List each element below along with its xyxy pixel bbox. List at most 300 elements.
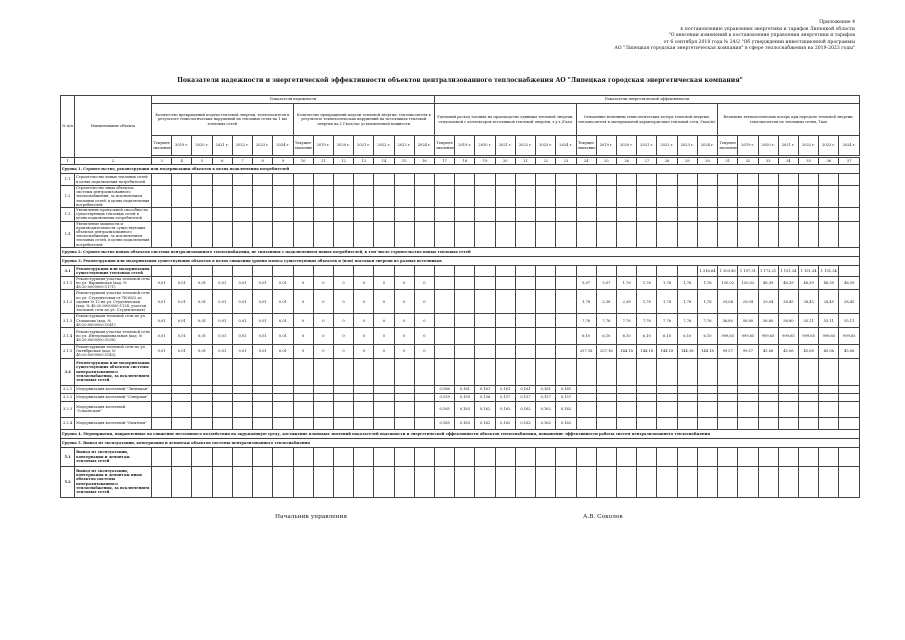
value-cell [151,447,171,466]
value-cell [596,466,616,497]
value-cell [556,466,576,497]
value-cell: 0,01 [253,345,273,359]
value-cell [232,447,252,466]
value-cell [455,186,475,208]
value-cell: 7,76 [596,314,616,328]
value-cell [475,345,495,359]
value-cell [435,276,455,290]
value-cell [617,393,637,401]
value-cell [677,401,697,417]
value-cell: 45,06 [778,345,798,359]
value-cell: 0,01 [192,290,212,314]
value-cell [819,174,839,186]
value-cell [576,208,596,222]
value-cell: 0 [414,290,434,314]
value-cell [313,174,333,186]
value-cell [172,385,192,393]
value-cell [617,447,637,466]
value-cell [556,221,576,247]
value-cell [697,447,717,466]
value-cell [172,174,192,186]
value-cell [212,385,232,393]
column-number: 12 [333,158,353,165]
row-number: 3.1.3 [61,314,75,328]
value-cell [798,221,818,247]
column-number: 8 [253,158,273,165]
value-cell: 0 [394,328,414,345]
value-cell [798,358,818,385]
value-cell [212,401,232,417]
value-cell [637,358,657,385]
value-cell [253,174,273,186]
value-cell: 7,76 [617,314,637,328]
value-cell [839,208,860,222]
value-cell [617,401,637,417]
value-cell [374,385,394,393]
value-cell: 48,39 [819,276,839,290]
value-cell: 0,157 [536,393,556,401]
value-cell [212,466,232,497]
value-cell [232,358,252,385]
value-cell [495,314,515,328]
value-cell [617,417,637,429]
header-cell: 2020 г. [333,136,353,156]
header-cell: 2023 г. [819,136,839,156]
value-cell [556,447,576,466]
value-cell [151,417,171,429]
value-cell [758,358,778,385]
value-cell [556,276,576,290]
group-row [61,247,860,256]
value-cell [536,276,556,290]
value-cell [313,447,333,466]
value-cell [293,221,313,247]
value-cell [212,186,232,208]
row-number: 5.1 [61,447,75,466]
value-cell [738,208,758,222]
value-cell [374,186,394,208]
value-cell [515,208,535,222]
header-cell: 2024 г. [839,136,860,156]
value-cell [192,385,212,393]
value-cell: 0,01 [273,328,293,345]
value-cell [495,276,515,290]
header-cell: Количество прекращений подачи тепловой энергии, теплоносителя в результате технологических нарушений на тепловых сетях на 1 км тепловых сетей [151,104,293,136]
value-cell: 48,39 [839,276,860,290]
column-number: 11 [313,158,333,165]
value-cell: 0,161 [495,385,515,393]
value-cell: 0,01 [273,345,293,359]
value-cell [293,466,313,497]
row-number: 3.1.1 [61,276,75,290]
value-cell: 0,01 [151,328,171,345]
object-name: Вывод из эксплуатации, консервация и демонтаж тепловых сетей [75,447,152,466]
value-cell [495,447,515,466]
value-cell [758,221,778,247]
column-number: 24 [576,158,596,165]
table-row [61,385,860,393]
value-cell: 0,162 [515,401,535,417]
value-cell [273,208,293,222]
signature-position: Начальник управления [275,514,348,520]
value-cell: 6,10 [637,328,657,345]
column-numbers-row [61,158,860,165]
value-cell: 0 [313,345,333,359]
value-cell: 0,162 [556,417,576,429]
value-cell [576,186,596,208]
value-cell: 55,11 [798,314,818,328]
header-cell: Текущее значение [718,136,738,156]
value-cell [596,417,616,429]
value-cell [192,417,212,429]
value-cell: 6,10 [657,328,677,345]
value-cell [151,401,171,417]
value-cell [576,401,596,417]
value-cell [657,401,677,417]
column-number: 29 [677,158,697,165]
value-cell: 999,65 [839,328,860,345]
value-cell: 99,57 [718,345,738,359]
value-cell [435,466,455,497]
header-cell: Показатели надежности [151,96,434,104]
value-cell [778,401,798,417]
value-cell [253,186,273,208]
value-cell [253,466,273,497]
value-cell: 0,161 [475,385,495,393]
value-cell [798,174,818,186]
value-cell [273,466,293,497]
header-cell: 2019 г. [738,136,758,156]
header-cell: Показатели энергетической эффективности [435,96,860,104]
value-cell [556,186,576,208]
value-cell: 1 197,31 [738,265,758,276]
column-number: 31 [718,158,738,165]
value-cell: 1,76 [677,276,697,290]
value-cell [758,393,778,401]
value-cell [313,385,333,393]
value-cell: 0 [293,290,313,314]
annex-line: к постановлению управления энергетики и тарифов Липецкой области [680,26,855,32]
value-cell [677,221,697,247]
value-cell [839,393,860,401]
value-cell [657,358,677,385]
value-cell [596,208,616,222]
value-cell [697,385,717,393]
header-cell: 2020 г. [192,136,212,156]
header-row [61,96,860,104]
value-cell: 0,01 [192,314,212,328]
value-cell: 0,159 [455,393,475,401]
value-cell [515,186,535,208]
value-cell: 29,04 [718,290,738,314]
value-cell [232,265,252,276]
value-cell [374,174,394,186]
value-cell: 7,76 [697,314,717,328]
table-row [61,314,860,328]
value-cell [192,265,212,276]
header-cell: 2020 г. [617,136,637,156]
value-cell: 0 [333,345,353,359]
header-cell: 2020 г. [758,136,778,156]
value-cell [718,417,738,429]
object-name: Строительство новых тепловых сетей в целях подключения потребителей [75,174,152,186]
value-cell [414,265,434,276]
value-cell [232,174,252,186]
value-cell: 28,45 [819,290,839,314]
value-cell: 1 173,21 [758,265,778,276]
value-cell [394,186,414,208]
table-row [61,328,860,345]
value-cell [657,417,677,429]
value-cell [475,186,495,208]
value-cell [293,401,313,417]
value-cell [212,393,232,401]
table-row [61,221,860,247]
header-cell: Отношение величины технологических потерь тепловой энергии, теплоносителя к материальной характеристике тепловой сети, Гкал/м2 [576,104,718,136]
value-cell [414,401,434,417]
signature-name: А.В. Соколов [583,514,623,520]
value-cell [677,208,697,222]
header-cell: Удельный расход топлива на производство единицы тепловой энергии, отпускаемой с коллекторов источников тепловой энергии, т.у.т./Гкал [435,104,577,136]
value-cell [333,221,353,247]
value-cell [738,385,758,393]
value-cell [596,265,616,276]
value-cell: 55,11 [839,314,860,328]
value-cell: 0,01 [212,276,232,290]
value-cell [495,221,515,247]
value-cell: 999,65 [819,328,839,345]
value-cell: 2,38 [596,290,616,314]
value-cell [778,385,798,393]
header-cell: 2023 г. [253,136,273,156]
value-cell [354,447,374,466]
value-cell [151,186,171,208]
value-cell [374,401,394,417]
column-number: 16 [414,158,434,165]
object-name: Модернизация котельной "Опытная" [75,417,152,429]
value-cell [697,417,717,429]
value-cell [151,265,171,276]
annex-line: АО "Липецкая городская энергетическая компания" в сфере теплоснабжения на 2019-2023 годы" [614,46,855,52]
value-cell [455,314,475,328]
value-cell [455,328,475,345]
value-cell: 1 151,34 [778,265,798,276]
value-cell [718,385,738,393]
value-cell [293,208,313,222]
value-cell: 0,01 [253,328,273,345]
value-cell: 0,01 [232,276,252,290]
value-cell: 150,02 [718,276,738,290]
column-number: 34 [778,158,798,165]
value-cell: 6,10 [697,328,717,345]
value-cell [192,401,212,417]
table-row [61,358,860,385]
value-cell [657,447,677,466]
object-name: Увеличение мощности и производительности существующих объектов централизованного теплоснабжения, за исключением тепловых сетей, в целях подключения потребителей [75,221,152,247]
value-cell: 0 [354,314,374,328]
value-cell [596,385,616,393]
object-name: Реконструкция или модернизация существующих тепловых сетей [76,266,150,275]
value-cell [819,393,839,401]
value-cell [232,221,252,247]
value-cell: 0,162 [515,417,535,429]
value-cell [435,186,455,208]
value-cell [293,358,313,385]
value-cell [798,417,818,429]
value-cell: 0,01 [151,314,171,328]
value-cell: 45,06 [839,345,860,359]
value-cell: 0,162 [475,401,495,417]
value-cell [617,174,637,186]
column-number: 17 [435,158,455,165]
value-cell: 0,01 [232,290,252,314]
value-cell: 0 [293,328,313,345]
value-cell: 0 [394,290,414,314]
object-name: Модернизация котельной "Липецкая" [75,385,152,393]
value-cell [637,186,657,208]
value-cell: 999,65 [778,328,798,345]
value-cell: 1 151,34 [819,265,839,276]
value-cell: 0,01 [273,276,293,290]
value-cell: 0,162 [536,401,556,417]
value-cell [435,328,455,345]
value-cell [192,447,212,466]
value-cell [151,466,171,497]
value-cell [718,393,738,401]
value-cell [617,265,637,276]
header-cell: 2022 г. [798,136,818,156]
value-cell [778,221,798,247]
value-cell [617,385,637,393]
value-cell [758,208,778,222]
value-cell: 0,157 [515,393,535,401]
annex-note [525,20,855,53]
value-cell [354,385,374,393]
table-row [61,290,860,314]
value-cell [293,186,313,208]
value-cell [556,174,576,186]
value-cell [637,174,657,186]
value-cell: 29,04 [758,290,778,314]
value-cell [778,174,798,186]
value-cell [475,208,495,222]
value-cell [273,358,293,385]
header-cell: 2021 г. [212,136,232,156]
value-cell: 0,01 [172,290,192,314]
value-cell: 0,158 [475,393,495,401]
value-cell: 0 [293,314,313,328]
value-cell [374,208,394,222]
value-cell [657,265,677,276]
value-cell [515,290,535,314]
value-cell: 1,78 [697,290,717,314]
header-cell: 2020 г. [475,136,495,156]
value-cell: 0 [313,276,333,290]
value-cell [677,186,697,208]
value-cell: 56,80 [718,314,738,328]
value-cell [556,345,576,359]
value-cell: 0,162 [556,401,576,417]
value-cell [475,290,495,314]
value-cell [637,447,657,466]
value-cell [536,345,556,359]
group-title: Группа 4. Мероприятия, направленные на снижение негативного воздействия на окружающую среду, достижение плановых значений показателей надежности и энергетической эффективности объектов теплоснабжения, повышение эффективности работы систем централизованного теплоснабжения [61,429,860,438]
value-cell [738,186,758,208]
value-cell: 2,38 [617,290,637,314]
value-cell [657,393,677,401]
value-cell: 45,06 [798,345,818,359]
header-cell: Величина технологических потерь при передаче тепловой энергии, теплоносителя по тепловым сетям, Гкал [718,104,860,136]
value-cell [515,265,535,276]
value-cell: 56,80 [758,314,778,328]
value-cell [677,385,697,393]
document-title: Показатели надежности и энергетической эффективности объектов централизованного теплоснабжения АО "Липецкая городская энергетическая компания" [177,77,743,84]
value-cell [536,314,556,328]
value-cell: 28,45 [839,290,860,314]
value-cell: 0 [354,328,374,345]
value-cell: 0 [374,314,394,328]
row-number: 3.2.2 [61,393,75,401]
header-cell: 2024 г. [273,136,293,156]
value-cell [677,265,697,276]
value-cell [435,174,455,186]
value-cell [253,401,273,417]
value-cell: 0 [374,345,394,359]
value-cell [313,186,333,208]
value-cell [212,208,232,222]
value-cell [576,447,596,466]
value-cell [435,447,455,466]
header-row [61,104,860,136]
object-name: Реконструкция участка тепловой сети по ул. Студенческая от ТК-68/2 до здания № 12 на ул. Студенческая (кад. № 48:20:0000000:1124, участок тепловой сети по ул. Студенческая) [76,291,150,313]
value-cell: 0 [374,290,394,314]
value-cell: 6,10 [576,328,596,345]
value-cell [455,447,475,466]
value-cell [475,265,495,276]
value-cell: 0 [354,276,374,290]
value-cell: 48,39 [798,276,818,290]
header-cell: 2019 г. [596,136,616,156]
value-cell: 7,76 [677,314,697,328]
value-cell [778,186,798,208]
group-row [61,165,860,174]
object-name: Реконструкция тепловой сети по ул. Октябрьская (кад. № 48:20:0000000:1043) [75,345,152,359]
value-cell: 99,57 [738,345,758,359]
group-title: Группа 1. Строительство, реконструкция или модернизация объектов в целях подключения потребителей [61,165,860,174]
value-cell [536,290,556,314]
value-cell [273,186,293,208]
column-number: 32 [738,158,758,165]
value-cell [232,466,252,497]
object-name: Реконструкция участка тепловой сети по ул. Варшавская (кад. № 48:20:0000000:1171) [76,276,150,290]
value-cell [495,328,515,345]
years-row [61,136,860,156]
value-cell: 0,01 [192,276,212,290]
value-cell [839,385,860,393]
value-cell [293,393,313,401]
value-cell: 55,11 [819,314,839,328]
value-cell: 1 303,80 [718,265,738,276]
value-cell [556,290,576,314]
value-cell [313,393,333,401]
value-cell [212,417,232,429]
value-cell [637,385,657,393]
value-cell [495,265,515,276]
indicators-table [60,95,860,498]
value-cell [819,221,839,247]
header-cell: 2019 г. [313,136,333,156]
value-cell [738,447,758,466]
